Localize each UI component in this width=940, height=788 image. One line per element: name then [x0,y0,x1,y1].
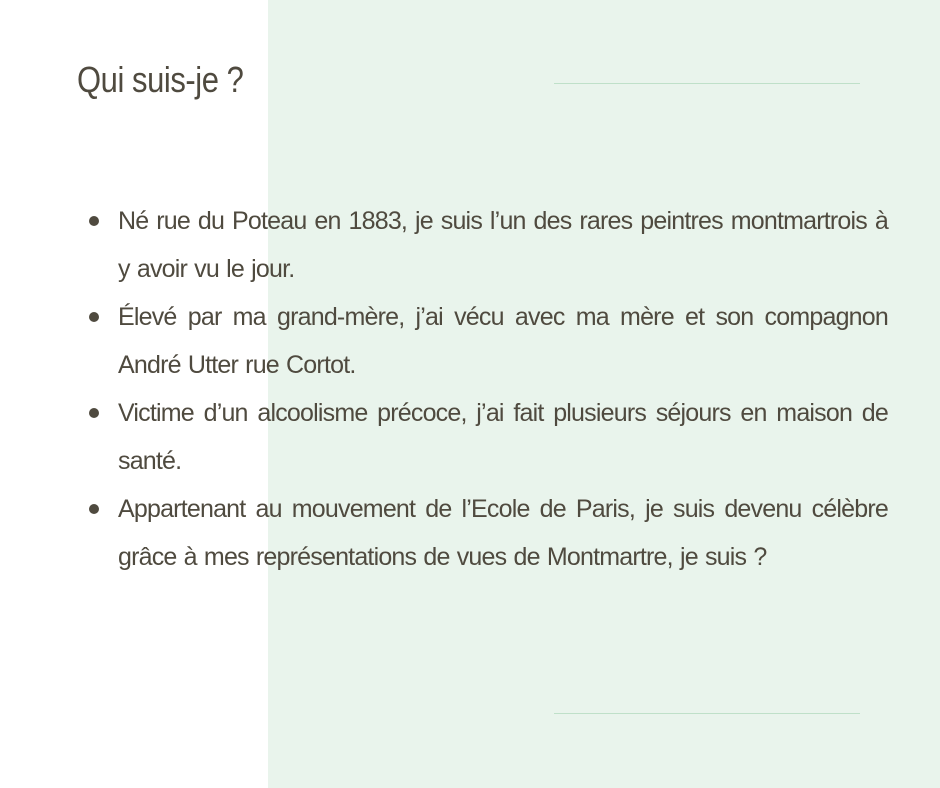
bullet-icon [89,504,99,514]
bullet-icon [89,216,99,226]
bullet-icon [89,312,99,322]
list-item [118,197,888,293]
top-divider [554,83,860,84]
bullet-icon [89,408,99,418]
bottom-divider [554,713,860,714]
list-item-text: Appartenant au mouvement de l’Ecole de Paris, je suis devenu célèbre grâce à mes représentations de vues de Montmartre, je suis ? [118,495,888,571]
list-item [118,389,888,485]
list-item [118,485,888,581]
bullet-list [118,197,888,581]
list-item-text: Né rue du Poteau en 1883, je suis l’un des rares peintres montmartrois à y avoir vu le jour. [118,207,888,283]
page-title: Qui suis-je ? [77,59,244,100]
list-item-text: Élevé par ma grand-mère, j’ai vécu avec ma mère et son compagnon André Utter rue Cortot. [118,303,888,379]
list-item-text: Victime d’un alcoolisme précoce, j’ai fait plusieurs séjours en maison de santé. [118,399,888,475]
list-item [118,293,888,389]
